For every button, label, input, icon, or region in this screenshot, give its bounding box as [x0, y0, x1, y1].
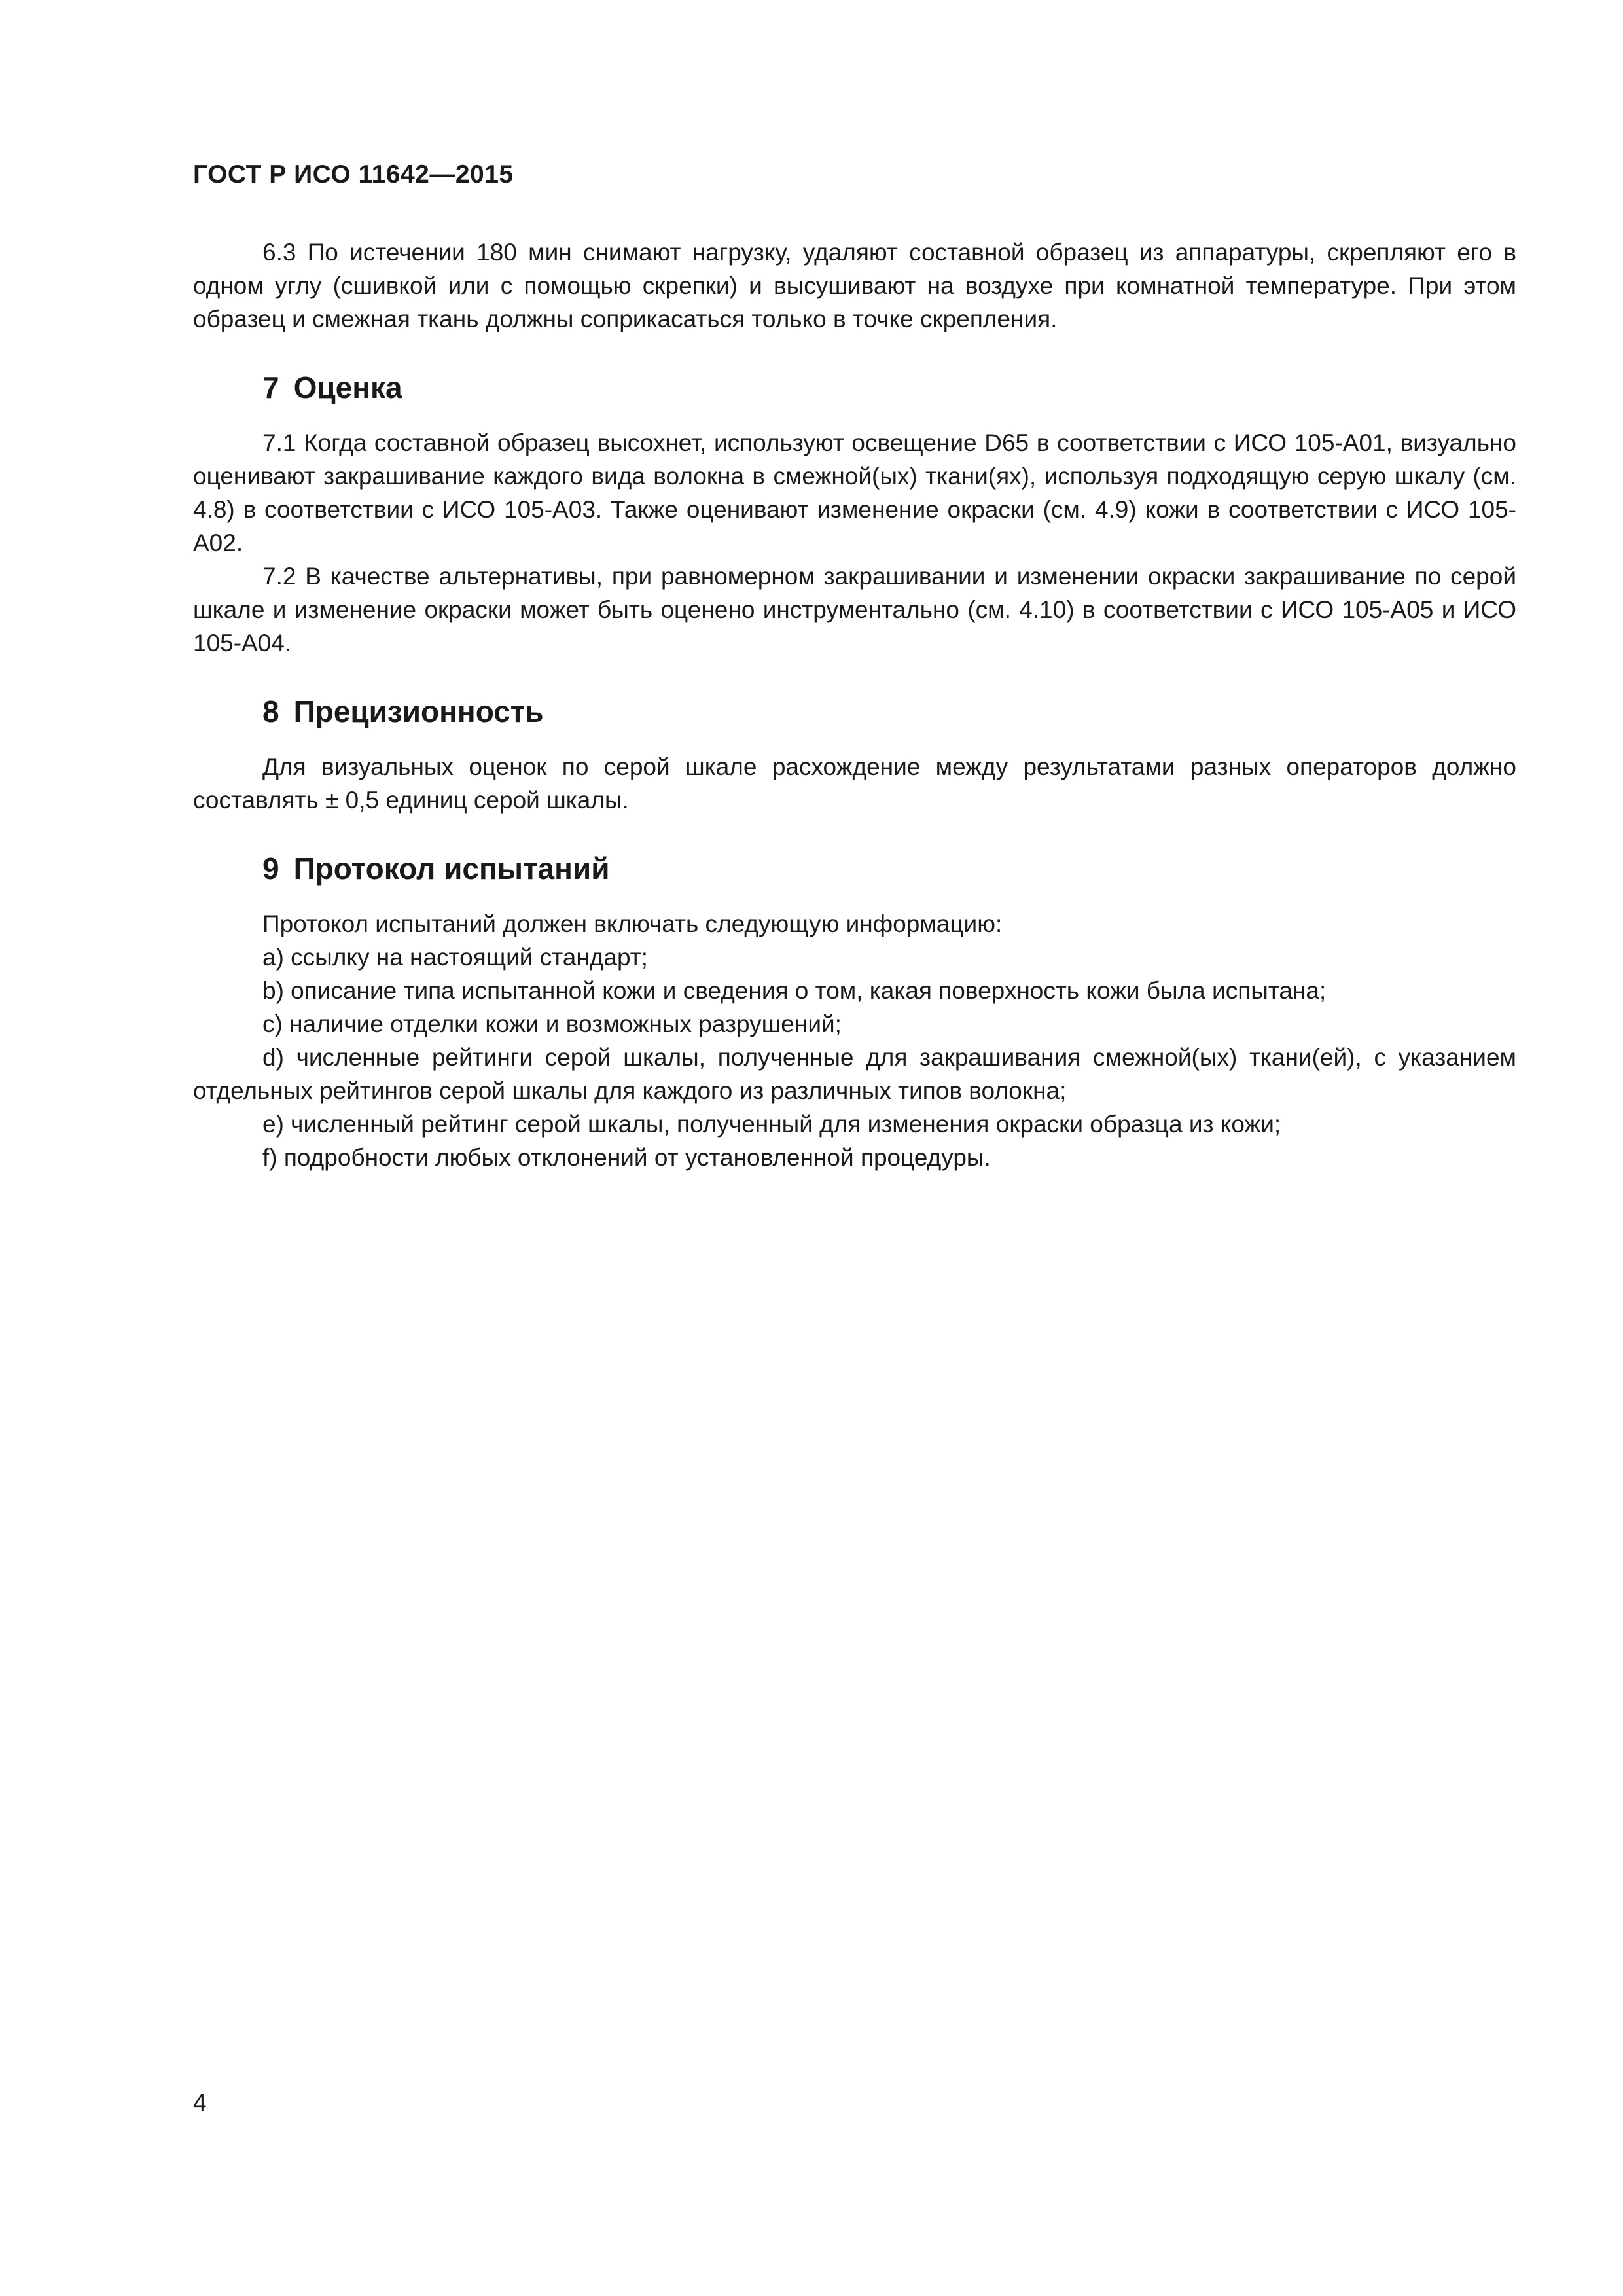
section-9-heading — [262, 850, 1516, 888]
document-body — [193, 236, 1516, 1174]
paragraph-7-2: 7.2 В качестве альтернативы, при равномерном закрашивании и изменении окраски закрашивание по серой шкале и изменение окраски может быть оценено инструментально (см. 4.10) в соответствии с ИСО 105-А05 и ИСО 105-А04. — [193, 563, 1516, 656]
paragraph-9-intro: Протокол испытаний должен включать следующую информацию: — [262, 910, 1003, 937]
section-number: 9 — [262, 852, 279, 886]
section-title: Протокол испытаний — [293, 852, 610, 886]
list-item: b) описание типа испытанной кожи и сведения о том, какая поверхность кожи была испытана; — [262, 977, 1327, 1004]
list-item: c) наличие отделки кожи и возможных разрушений; — [262, 1011, 842, 1037]
page-number: 4 — [193, 2089, 207, 2116]
document-header: ГОСТ Р ИСО 11642—2015 — [193, 160, 514, 188]
section-title: Прецизионность — [293, 694, 544, 728]
list-item: d) численные рейтинги серой шкалы, полученные для закрашивания смежной(ых) ткани(ей), с указанием отдельных рейтингов серой шкалы для каждого из различных типов волокна; — [193, 1044, 1516, 1104]
section-title: Оценка — [293, 370, 402, 404]
section-number: 7 — [262, 370, 279, 404]
section-7-heading — [262, 368, 1516, 406]
list-item: a) ссылку на настоящий стандарт; — [262, 944, 648, 971]
list-item: e) численный рейтинг серой шкалы, полученный для изменения окраски образца из кожи; — [262, 1111, 1281, 1138]
list-item: f) подробности любых отклонений от установленной процедуры. — [262, 1144, 991, 1171]
paragraph-7-1: 7.1 Когда составной образец высохнет, используют освещение D65 в соответствии с ИСО 105-А01, визуально оценивают закрашивание каждого вида волокна в смежной(ых) ткани(ях), используя подходящую серую шкалу (см. 4.8) в соответствии с ИСО 105-А03. Также оценивают изменение окраски (см. 4.9) кожи в соответствии с ИСО 105-А02. — [193, 429, 1516, 556]
section-number: 8 — [262, 694, 279, 728]
paragraph-8: Для визуальных оценок по серой шкале расхождение между результатами разных операторов должно составлять ± 0,5 единиц серой шкалы. — [193, 753, 1516, 814]
paragraph-6-3: 6.3 По истечении 180 мин снимают нагрузку, удаляют составной образец из аппаратуры, скрепляют его в одном углу (сшивкой или с помощью скрепки) и высушивают на воздухе при комнатной температуре. При этом образец и смежная ткань должны соприкасаться только в точке скрепления. — [193, 239, 1516, 332]
section-8-heading — [262, 692, 1516, 730]
